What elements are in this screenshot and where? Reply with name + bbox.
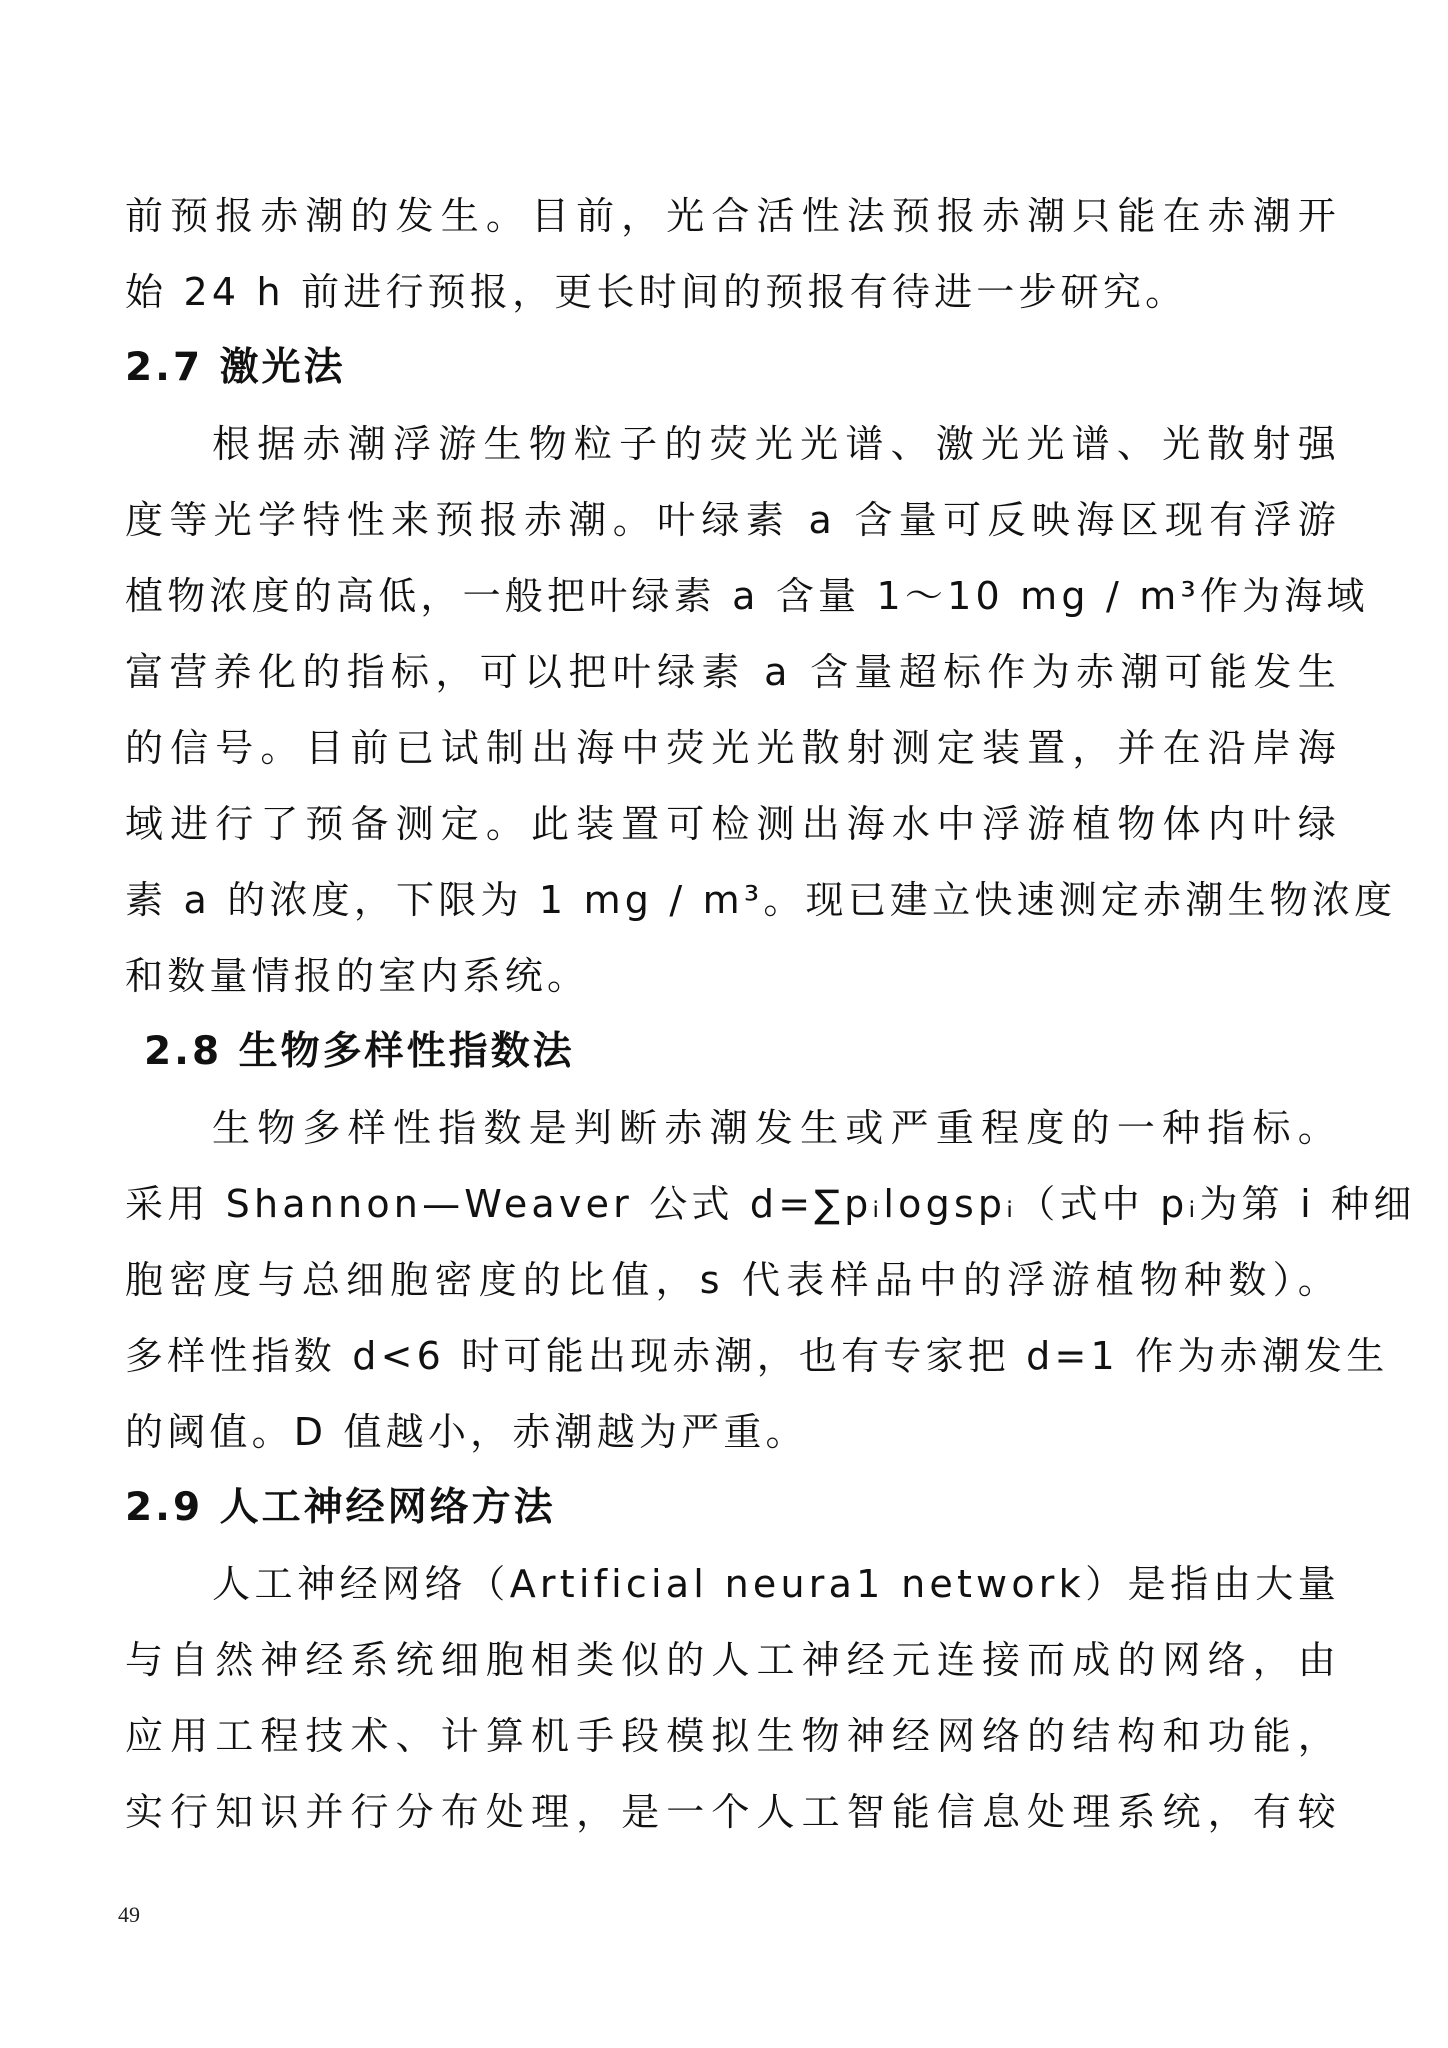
body-text-line: 始 24 h 前进行预报，更长时间的预报有待进一步研究。 <box>125 270 1188 314</box>
body-text-line: 和数量情报的室内系统。 <box>125 954 590 998</box>
body-text-line: 度等光学特性来预报赤潮。叶绿素 a 含量可反映海区现有浮游 <box>125 498 1340 542</box>
body-text-line: 人工神经网络（Artificial neura1 network）是指由大量 <box>212 1562 1340 1606</box>
section-heading-2-9: 2.9 人工神经网络方法 <box>125 1485 556 1530</box>
body-text-line: 与自然神经系统细胞相类似的人工神经元连接而成的网络，由 <box>125 1638 1340 1682</box>
body-text-line: 的阈值。D 值越小，赤潮越为严重。 <box>125 1410 808 1454</box>
section-heading-2-7: 2.7 激光法 <box>125 345 346 390</box>
body-text-line: 应用工程技术、计算机手段模拟生物神经网络的结构和功能， <box>125 1714 1340 1758</box>
page-number: 49 <box>118 1902 140 1927</box>
body-text-line: 根据赤潮浮游生物粒子的荧光光谱、激光光谱、光散射强 <box>212 422 1340 466</box>
body-text-line: 植物浓度的高低，一般把叶绿素 a 含量 1～10 mg / m³作为海域 <box>125 574 1369 618</box>
body-text-line: 实行知识并行分布处理，是一个人工智能信息处理系统，有较 <box>125 1790 1340 1834</box>
body-text-line: 的信号。目前已试制出海中荧光光散射测定装置，并在沿岸海 <box>125 726 1340 770</box>
body-text-line: 多样性指数 d<6 时可能出现赤潮，也有专家把 d=1 作为赤潮发生 <box>125 1334 1389 1378</box>
section-heading-2-8: 2.8 生物多样性指数法 <box>144 1029 575 1074</box>
body-text-line: 素 a 的浓度，下限为 1 mg / m³。现已建立快速测定赤潮生物浓度 <box>125 878 1397 922</box>
body-text-line: 前预报赤潮的发生。目前，光合活性法预报赤潮只能在赤潮开 <box>125 194 1340 238</box>
body-text-line: 采用 Shannon—Weaver 公式 d=∑pᵢlogspᵢ（式中 pᵢ为第 i 种细 <box>125 1182 1416 1226</box>
body-text-line: 富营养化的指标，可以把叶绿素 a 含量超标作为赤潮可能发生 <box>125 650 1340 694</box>
body-text-line: 生物多样性指数是判断赤潮发生或严重程度的一种指标。 <box>212 1106 1340 1150</box>
body-text-line: 胞密度与总细胞密度的比值，s 代表样品中的浮游植物种数）。 <box>125 1258 1340 1302</box>
body-text-line: 域进行了预备测定。此装置可检测出海水中浮游植物体内叶绿 <box>125 802 1340 846</box>
